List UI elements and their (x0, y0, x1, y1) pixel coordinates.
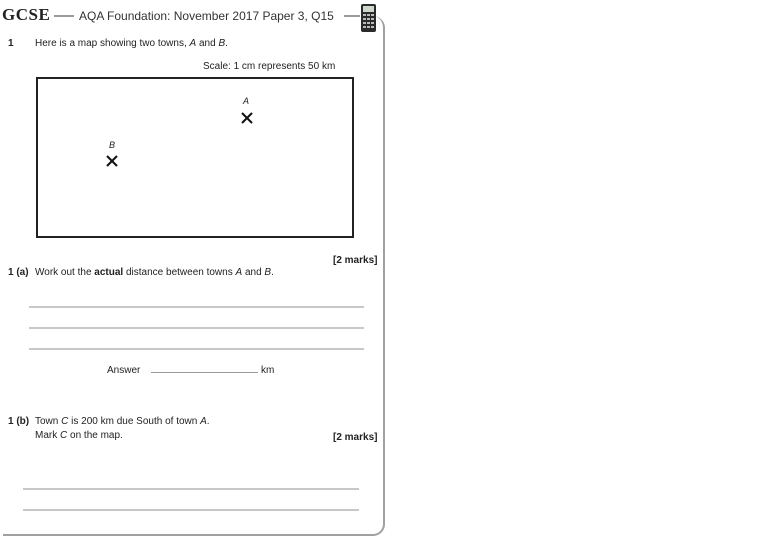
town-a-label: A (243, 96, 250, 106)
answer-label: Answer (107, 365, 141, 376)
part-a-marks: [2 marks] (333, 255, 378, 266)
part-b-line2: Mark C on the map. (35, 430, 123, 441)
question-number: 1 (8, 38, 14, 49)
map-scale: Scale: 1 cm represents 50 km (203, 61, 336, 72)
answer-unit: km (261, 365, 275, 376)
calculator-icon (360, 3, 377, 33)
town-b-cross-icon (106, 155, 118, 167)
working-line[interactable] (29, 348, 364, 350)
map-box[interactable] (36, 77, 354, 238)
paper-title: AQA Foundation: November 2017 Paper 3, Q15 (79, 9, 334, 23)
gcse-logo: GCSE (2, 5, 51, 24)
working-line[interactable] (29, 306, 364, 308)
working-line[interactable] (23, 509, 359, 511)
question-intro: Here is a map showing two towns, A and B. (35, 38, 228, 49)
town-b-label: B (109, 140, 116, 150)
working-line[interactable] (23, 488, 359, 490)
answer-input-line[interactable] (151, 372, 258, 373)
part-a-label: 1 (a) (8, 267, 29, 278)
part-b-label: 1 (b) (8, 416, 30, 427)
part-a-question: Work out the actual distance between towns A and B. (35, 267, 274, 278)
town-a-cross-icon (241, 112, 253, 124)
part-b-line1: Town C is 200 km due South of town A. (35, 416, 210, 427)
working-line[interactable] (29, 327, 364, 329)
part-b-marks: [2 marks] (333, 432, 378, 443)
